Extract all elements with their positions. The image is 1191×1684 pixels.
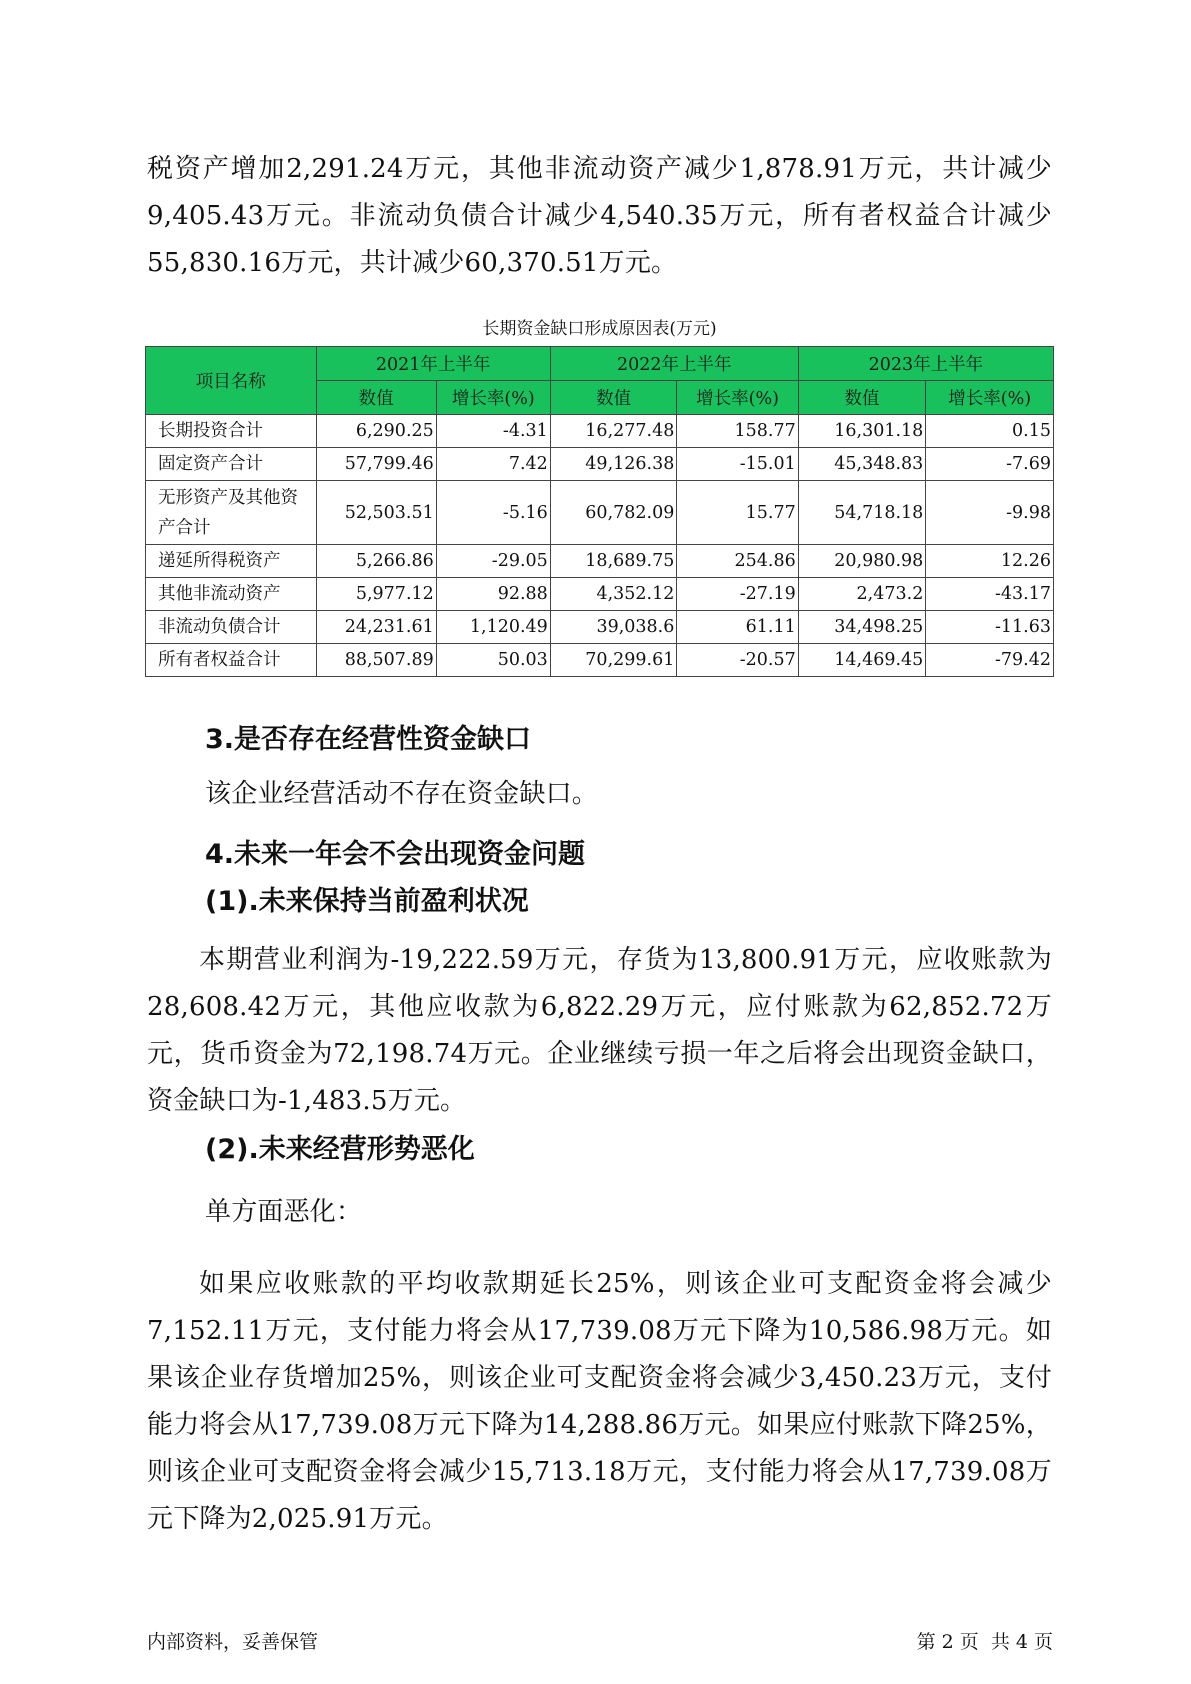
- cell-value: 45,348.83: [798, 448, 926, 481]
- cell-value: 5,266.86: [316, 545, 436, 578]
- cell-growth: 158.77: [677, 415, 798, 448]
- subsection-1-text: 本期营业利润为-19,222.59万元，存货为13,800.91万元，应收账款为28,608.42万元，其他应收款为6,822.29万元，应付账款为62,852.72万元，货币资金为72,198.74万元。企业继续亏损一年之后将会出现资金缺口，资金缺口为-1,483.5万元。: [147, 945, 1052, 1116]
- footer-page-number: 第 2 页 共 4 页: [916, 1631, 1053, 1653]
- cell-value: 6,290.25: [316, 415, 436, 448]
- cell-growth: 92.88: [436, 578, 550, 611]
- cell-value: 49,126.38: [550, 448, 677, 481]
- footer-confidential-note: 内部资料，妥善保管: [147, 1631, 319, 1653]
- cell-growth: 7.42: [436, 448, 550, 481]
- subsection-2-heading: (2).未来经营形势恶化: [205, 1134, 475, 1165]
- row-label: 固定资产合计: [146, 448, 317, 481]
- section-3-heading: 3.是否存在经营性资金缺口: [205, 724, 532, 755]
- subsection-2-text: 如果应收账款的平均收款期延长25%，则该企业可支配资金将会减少7,152.11万元，支付能力将会从17,739.08万元下降为10,586.98万元。如果该企业存货增加25%，则该企业可支配资金将会减少3,450.23万元，支付能力将会从17,739.08万元下降为14,288.86万元。如果应付账款下降25%，则该企业可支配资金将会减少15,713.18万元，支付能力将会从17,739.08万元下降为2,025.91万元。: [147, 1269, 1052, 1534]
- cell-value: 20,980.98: [798, 545, 926, 578]
- cell-growth: -43.17: [926, 578, 1054, 611]
- table-row: [146, 545, 1054, 578]
- cell-growth: 61.11: [677, 611, 798, 644]
- cell-growth: -27.19: [677, 578, 798, 611]
- table-row: [146, 611, 1054, 644]
- row-label: 无形资产及其他资产合计: [146, 481, 317, 545]
- cell-value: 16,301.18: [798, 415, 926, 448]
- table-row: [146, 578, 1054, 611]
- header-growth: 增长率(%): [436, 381, 550, 415]
- row-label: 非流动负债合计: [146, 611, 317, 644]
- cell-value: 88,507.89: [316, 644, 436, 677]
- cell-value: 24,231.61: [316, 611, 436, 644]
- cell-value: 16,277.48: [550, 415, 677, 448]
- cell-growth: 0.15: [926, 415, 1054, 448]
- row-label: 其他非流动资产: [146, 578, 317, 611]
- cell-value: 60,782.09: [550, 481, 677, 545]
- header-value: 数值: [798, 381, 926, 415]
- cell-value: 4,352.12: [550, 578, 677, 611]
- cell-growth: -7.69: [926, 448, 1054, 481]
- cell-growth: 50.03: [436, 644, 550, 677]
- header-period-2021: 2021年上半年: [316, 347, 550, 381]
- cell-value: 57,799.46: [316, 448, 436, 481]
- section-4-heading: 4.未来一年会不会出现资金问题: [205, 839, 586, 870]
- cell-growth: -9.98: [926, 481, 1054, 545]
- header-growth: 增长率(%): [926, 381, 1054, 415]
- cell-growth: 1,120.49: [436, 611, 550, 644]
- capital-gap-table: [145, 346, 1054, 677]
- cell-value: 34,498.25: [798, 611, 926, 644]
- cell-growth: 15.77: [677, 481, 798, 545]
- header-value: 数值: [316, 381, 436, 415]
- table-row: [146, 481, 1054, 545]
- cell-value: 5,977.12: [316, 578, 436, 611]
- table-row: [146, 415, 1054, 448]
- cell-growth: -29.05: [436, 545, 550, 578]
- header-growth: 增长率(%): [677, 381, 798, 415]
- cell-value: 14,469.45: [798, 644, 926, 677]
- cell-growth: -11.63: [926, 611, 1054, 644]
- header-period-2023: 2023年上半年: [798, 347, 1053, 381]
- row-label: 所有者权益合计: [146, 644, 317, 677]
- table-row: [146, 448, 1054, 481]
- cell-value: 70,299.61: [550, 644, 677, 677]
- cell-value: 2,473.2: [798, 578, 926, 611]
- header-item-name: 项目名称: [146, 347, 317, 415]
- header-value: 数值: [550, 381, 677, 415]
- cell-growth: -15.01: [677, 448, 798, 481]
- subsection-2-lead: 单方面恶化：: [205, 1197, 363, 1227]
- cell-value: 54,718.18: [798, 481, 926, 545]
- subsection-1-heading: (1).未来保持当前盈利状况: [205, 886, 529, 917]
- cell-value: 18,689.75: [550, 545, 677, 578]
- cell-value: 39,038.6: [550, 611, 677, 644]
- cell-growth: -5.16: [436, 481, 550, 545]
- section-3-text: 该企业经营活动不存在资金缺口。: [205, 779, 599, 809]
- table-caption: 长期资金缺口形成原因表(万元): [482, 319, 717, 339]
- header-period-2022: 2022年上半年: [550, 347, 798, 381]
- cell-growth: 254.86: [677, 545, 798, 578]
- cell-growth: -4.31: [436, 415, 550, 448]
- cell-growth: -79.42: [926, 644, 1054, 677]
- row-label: 长期投资合计: [146, 415, 317, 448]
- table-row: [146, 644, 1054, 677]
- cell-growth: 12.26: [926, 545, 1054, 578]
- cell-growth: -20.57: [677, 644, 798, 677]
- cell-value: 52,503.51: [316, 481, 436, 545]
- intro-paragraph: 税资产增加2,291.24万元，其他非流动资产减少1,878.91万元，共计减少9,405.43万元。非流动负债合计减少4,540.35万元，所有者权益合计减少55,830.16万元，共计减少60,370.51万元。: [147, 154, 1052, 278]
- row-label: 递延所得税资产: [146, 545, 317, 578]
